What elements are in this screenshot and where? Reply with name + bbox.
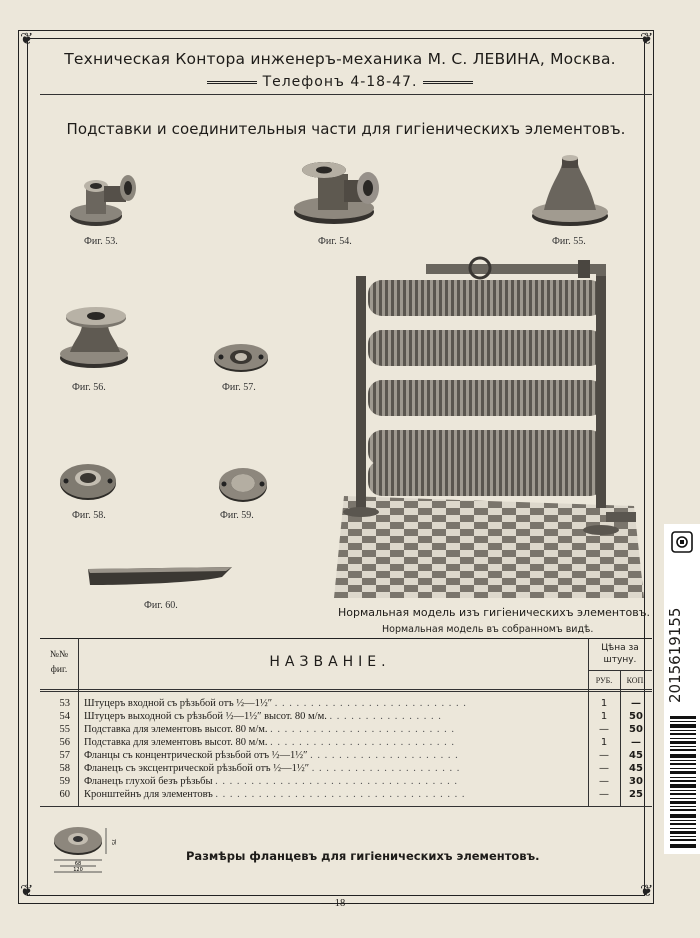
column-header-name: НАЗВАНІЕ. — [269, 654, 391, 670]
row-item-name: Фланецъ съ эксцентрической рѣзьбой отъ ½—1½″ . . . . . . . . . . . . . . . . . . . . . — [84, 763, 461, 774]
corner-ornament-icon: ❦ — [20, 883, 34, 900]
row-figure-number: 53 — [59, 698, 70, 709]
flange-blind-illustration — [218, 464, 268, 504]
flange-caption: Размѣры фланцевъ для гигіеническихъ элементовъ. — [186, 849, 540, 863]
library-id-number: 2015619155 — [666, 607, 684, 703]
table-row — [40, 750, 652, 762]
row-price-kop: 45 — [629, 763, 643, 774]
element-stand-illustration — [530, 154, 612, 228]
radiator-illustration — [334, 256, 644, 598]
column-header-kop: КОП. — [626, 676, 646, 685]
table-row — [40, 711, 652, 723]
phone-line — [40, 74, 640, 90]
corner-ornament-icon: ❦ — [640, 31, 654, 48]
row-price-rub: — — [599, 763, 609, 774]
column-header-rub: РУБ. — [595, 676, 613, 685]
row-price-kop: 25 — [629, 789, 643, 800]
header-divider — [40, 94, 652, 95]
figure-label: Фиг. 54. — [318, 236, 352, 247]
fitting-inlet-illustration — [66, 166, 142, 230]
table-header-rule — [40, 689, 652, 692]
library-stamp-icon — [670, 530, 694, 554]
row-price-kop: 50 — [629, 724, 643, 735]
row-price-rub: 1 — [600, 698, 608, 709]
corner-ornament-icon: ❦ — [640, 883, 654, 900]
decorative-rule — [207, 81, 257, 84]
flange-dimension-drawing — [50, 824, 116, 876]
table-row — [40, 776, 652, 788]
table-top-rule — [40, 638, 652, 639]
row-figure-number: 60 — [59, 789, 70, 800]
table-row — [40, 724, 652, 736]
table-bottom-rule — [40, 806, 652, 807]
row-figure-number: 57 — [59, 750, 70, 761]
figure-label: Фиг. 60. — [144, 600, 178, 611]
page-number: — 18 — — [321, 898, 359, 909]
table-row — [40, 698, 652, 710]
row-price-kop: — — [631, 698, 641, 709]
row-price-rub: 1 — [600, 737, 608, 748]
row-item-name: Кронштейнъ для элементовъ . . . . . . . . . . . . . . . . . . . . . . . . . . . . . . . . . . . — [84, 789, 466, 800]
radiator-caption: Нормальная модель изъ гигіеническихъ элементовъ. — [338, 606, 651, 619]
figure-label: Фиг. 56. — [72, 382, 106, 393]
flange-concentric-illustration — [212, 340, 270, 374]
row-price-kop: — — [631, 737, 641, 748]
row-price-kop: 30 — [629, 776, 643, 787]
table-row — [40, 763, 652, 775]
row-item-name: Фланцы съ концентрической рѣзьбой отъ ½—1½″ . . . . . . . . . . . . . . . . . . . . . — [84, 750, 459, 761]
flange-dimension-label: 120 — [73, 867, 83, 873]
company-header: Техническая Контора инженеръ-механика М. С. ЛЕВИНА, Москва. — [64, 50, 616, 68]
row-item-name: Подставка для элементовъ высот. 80 м/м. . . . . . . . . . . . . . . . . . . . . . . . . . . — [84, 737, 456, 748]
figure-label: Фиг. 53. — [84, 236, 118, 247]
row-price-rub: 1 — [600, 711, 608, 722]
section-title: Подставки и соединительныя части для гигіеническихъ элементовъ. — [66, 120, 626, 138]
fitting-outlet-illustration — [290, 158, 386, 228]
column-header-number: №№ фиг. — [49, 650, 69, 675]
flange-dimension-label: 75 — [110, 838, 116, 846]
row-price-rub: — — [599, 750, 609, 761]
flange-dimension-label: 68 — [74, 861, 82, 867]
table-row — [40, 737, 652, 749]
figure-label: Фиг. 57. — [222, 382, 256, 393]
flange-eccentric-illustration — [58, 460, 118, 502]
row-price-rub: — — [599, 789, 609, 800]
row-price-kop: 45 — [629, 750, 643, 761]
row-figure-number: 54 — [59, 711, 70, 722]
element-stand-low-illustration — [56, 300, 136, 372]
radiator-subcaption: Нормальная модель въ собранномъ видѣ. — [382, 624, 594, 635]
row-price-kop: 50 — [629, 711, 643, 722]
corner-ornament-icon: ❦ — [20, 31, 34, 48]
table-row — [40, 789, 652, 801]
row-price-rub: — — [599, 724, 609, 735]
row-figure-number: 59 — [59, 776, 70, 787]
bracket-illustration — [86, 563, 236, 589]
row-figure-number: 55 — [59, 724, 70, 735]
row-figure-number: 56 — [59, 737, 70, 748]
row-item-name: Штуцеръ выходной съ рѣзьбой ½—1½″ высот. 80 м/м. . . . . . . . . . . . . . . . . — [84, 711, 442, 722]
row-figure-number: 58 — [59, 763, 70, 774]
row-item-name: Штуцеръ входной съ рѣзьбой отъ ½—1½″ . . . . . . . . . . . . . . . . . . . . . . . . . . . — [84, 698, 467, 709]
figure-label: Фиг. 55. — [552, 236, 586, 247]
column-header-price: Цѣна за штуну. — [601, 643, 639, 665]
row-item-name: Фланецъ глухой безъ рѣзьбы . . . . . . . . . . . . . . . . . . . . . . . . . . . . . . . . . . — [84, 776, 459, 787]
row-price-rub: — — [599, 776, 609, 787]
decorative-rule — [423, 81, 473, 84]
figure-label: Фиг. 58. — [72, 510, 106, 521]
barcode-icon — [670, 716, 696, 848]
phone-number: Телефонъ 4-18-47. — [262, 74, 418, 90]
row-item-name: Подставка для элементовъ высот. 80 м/м. . . . . . . . . . . . . . . . . . . . . . . . . . . — [84, 724, 456, 735]
figure-label: Фиг. 59. — [220, 510, 254, 521]
price-subheader-rule — [588, 670, 652, 671]
